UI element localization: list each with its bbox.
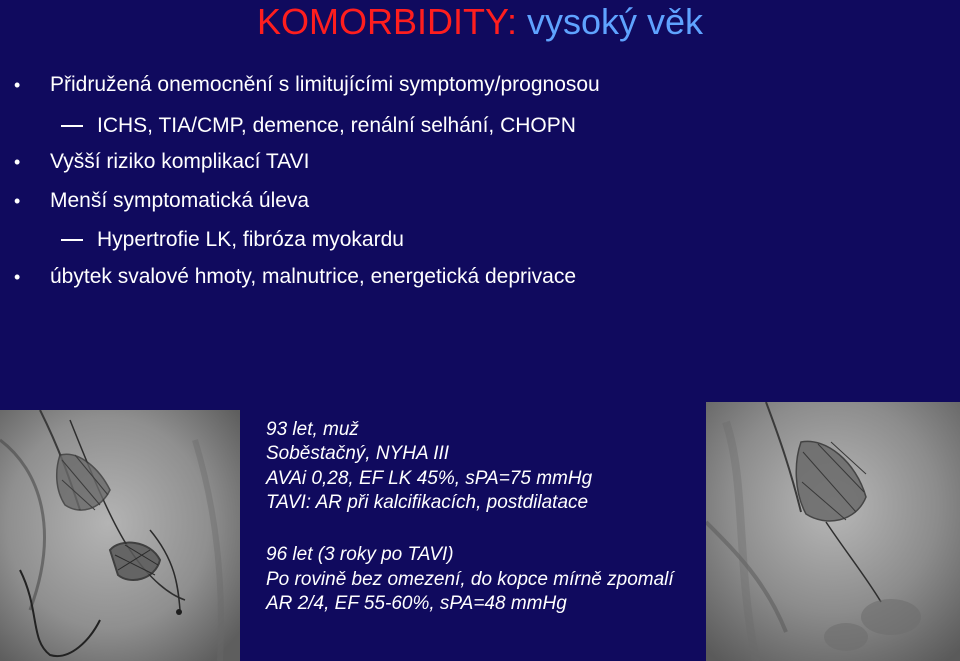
case-before-line: AVAi 0,28, EF LK 45%, sPA=75 mmHg — [266, 468, 593, 489]
bullet-item — [14, 72, 600, 98]
case-after-line: 96 let (3 roky po TAVI) — [266, 544, 454, 565]
sub-bullet-item — [97, 113, 576, 139]
case-after-line: AR 2/4, EF 55-60%, sPA=48 mmHg — [266, 593, 567, 614]
angiography-image-before — [0, 410, 240, 661]
angiography-image-after — [706, 402, 960, 661]
dash-icon — [61, 125, 83, 127]
bullet-item — [14, 188, 310, 214]
case-before-line: 93 let, muž — [266, 419, 359, 440]
sub-bullet-item — [97, 227, 404, 253]
sub-bullet-text: ICHS, TIA/CMP, demence, renální selhání, CHOPN — [97, 114, 576, 137]
bullet-dot-icon: • — [14, 191, 21, 211]
bullet-text: Menší symptomatická úleva — [50, 189, 310, 212]
dash-icon — [61, 239, 83, 241]
sub-bullet-text: Hypertrofie LK, fibróza myokardu — [97, 228, 404, 251]
title-rest: vysoký věk — [527, 1, 704, 42]
bullet-dot-icon: • — [14, 152, 21, 172]
title-prefix: KOMORBIDITY: — [256, 1, 517, 42]
bullet-dot-icon: • — [14, 75, 21, 95]
slide-title — [0, 0, 960, 44]
bullet-text: Přidružená onemocnění s limitujícími symptomy/prognosou — [50, 73, 600, 96]
case-before-line: Soběstačný, NYHA III — [266, 443, 450, 464]
case-after-line: Po rovině bez omezení, do kopce mírně zpomalí — [266, 569, 674, 590]
bullet-item — [14, 149, 310, 175]
case-before-line: TAVI: AR při kalcifikacích, postdilatace — [266, 492, 589, 513]
bullet-dot-icon: • — [14, 267, 21, 287]
bullet-text: Vyšší riziko komplikací TAVI — [50, 150, 310, 173]
bullet-item — [14, 264, 577, 290]
bullet-text: úbytek svalové hmoty, malnutrice, energetická deprivace — [50, 265, 577, 288]
